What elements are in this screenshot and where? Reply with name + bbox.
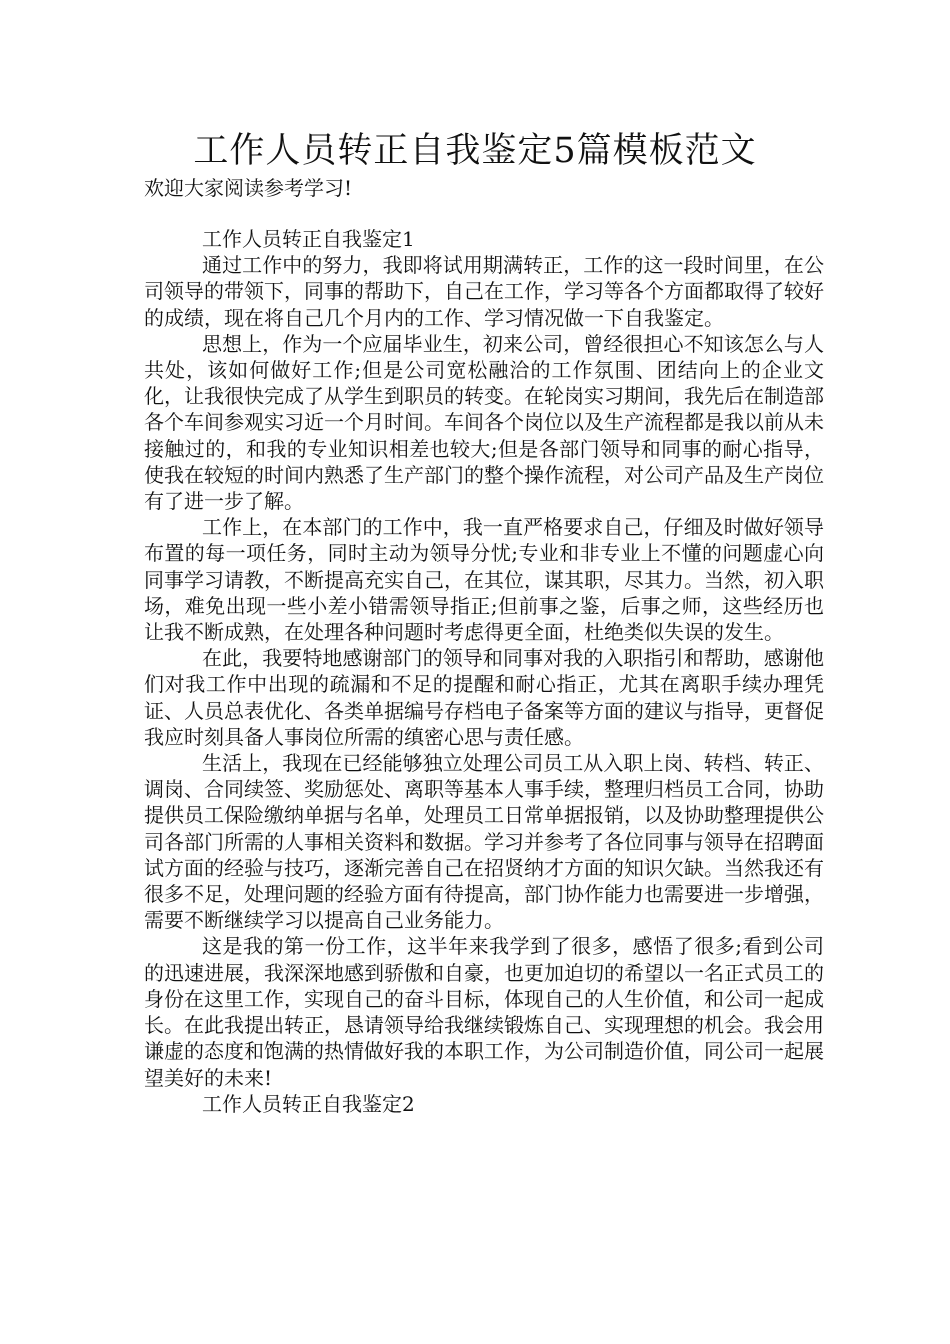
paragraph: 生活上，我现在已经能够独立处理公司员工从入职上岗、转档、转正、调岗、合同续签、奖励惩处、离职等基本人事手续，整理归档员工合同，协助提供员工保险缴纳单据与名单，处理员工日常单据报销，以及协助整理提供公司各部门所需的人事相关资料和数据。学习并参考了各位同事与领导在招聘面试方面的经验与技巧，逐渐完善自己在招贤纳才方面的知识欠缺。当然我还有很多不足，处理问题的经验方面有待提高，部门协作能力也需要进一步增强，需要不断继续学习以提高自己业务能力。 [144,751,824,933]
paragraph: 工作上，在本部门的工作中，我一直严格要求自己，仔细及时做好领导布置的每一项任务，同时主动为领导分忧;专业和非专业上不懂的问题虚心向同事学习请教，不断提高充实自己，在其位，谋其职，尽其力。当然，初入职场，难免出现一些小差小错需领导指正;但前事之鉴，后事之师，这些经历也让我不断成熟，在处理各种问题时考虑得更全面，杜绝类似失误的发生。 [144,515,824,645]
paragraph: 这是我的第一份工作，这半年来我学到了很多，感悟了很多;看到公司的迅速进展，我深深地感到骄傲和自豪，也更加迫切的希望以一名正式员工的身份在这里工作，实现自己的奋斗目标，体现自己的人生价值，和公司一起成长。在此我提出转正，恳请领导给我继续锻炼自己、实现理想的机会。我会用谦虚的态度和饱满的热情做好我的本职工作，为公司制造价值，同公司一起展望美好的未来! [144,934,824,1090]
paragraph: 思想上，作为一个应届毕业生，初来公司，曾经很担心不知该怎么与人共处，该如何做好工作;但是公司宽松融洽的工作氛围、团结向上的企业文化，让我很快完成了从学生到职员的转变。在轮岗实习期间，我先后在制造部各个车间参观实习近一个月时间。车间各个岗位以及生产流程都是我以前从未接触过的，和我的专业知识相差也较大;但是各部门领导和同事的耐心指导，使我在较短的时间内熟悉了生产部门的整个操作流程，对公司产品及生产岗位有了进一步了解。 [144,331,824,514]
intro-text: 欢迎大家阅读参考学习! [144,176,353,200]
section-heading-2: 工作人员转正自我鉴定2 [202,1091,415,1116]
paragraph: 通过工作中的努力，我即将试用期满转正，工作的这一段时间里，在公司领导的带领下，同事的帮助下，自己在工作，学习等各个方面都取得了较好的成绩，现在将自己几个月内的工作、学习情况做一下自我鉴定。 [144,253,824,330]
document-title: 工作人员转正自我鉴定5篇模板范文 [193,131,757,171]
section-heading-1: 工作人员转正自我鉴定1 [202,227,415,251]
document-body [144,226,824,1117]
paragraph: 在此，我要特地感谢部门的领导和同事对我的入职指引和帮助，感谢他们对我工作中出现的疏漏和不足的提醒和耐心指正，尤其在离职手续办理凭证、人员总表优化、各类单据编号存档电子备案等方面的建议与指导，更督促我应时刻具备人事岗位所需的缜密心思与责任感。 [144,646,824,749]
